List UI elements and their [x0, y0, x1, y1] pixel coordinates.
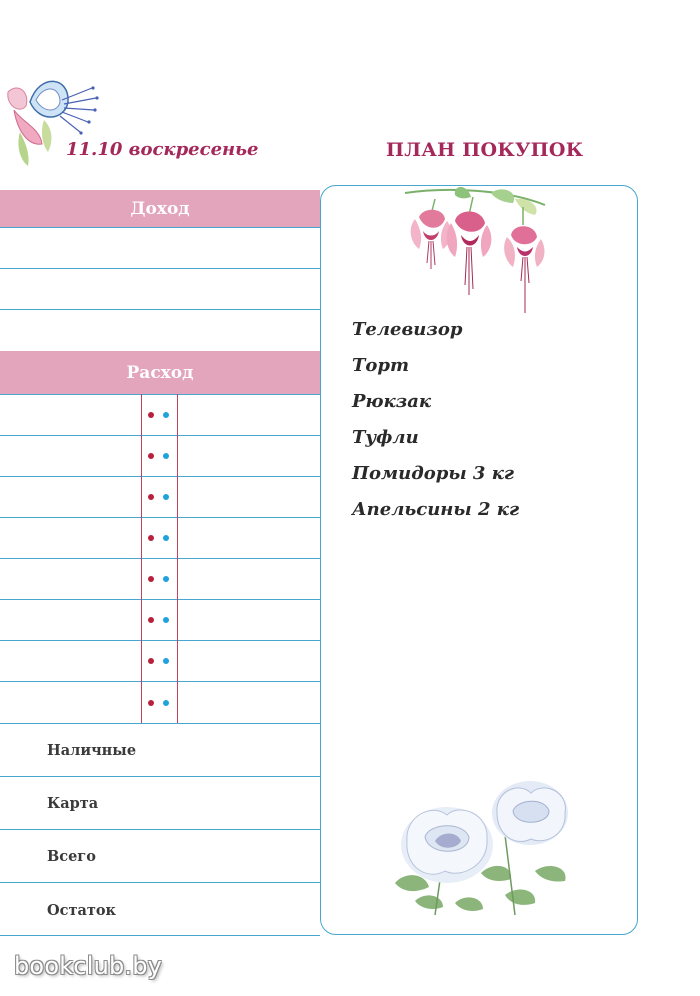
income-line[interactable]: [0, 309, 320, 310]
card-marker-dot: [163, 412, 169, 418]
expense-row-line[interactable]: [0, 681, 320, 682]
card-marker-dot: [163, 494, 169, 500]
fuchsia-flowers-illustration: [395, 185, 555, 320]
card-marker-dot: [163, 700, 169, 706]
total-label: Всего: [47, 848, 96, 865]
expense-row-line[interactable]: [0, 723, 320, 724]
income-line[interactable]: [0, 227, 320, 228]
payment-type-marker[interactable]: [146, 453, 174, 461]
expense-row-line[interactable]: [0, 640, 320, 641]
watermark: bookclub.by: [14, 952, 163, 980]
card-marker-dot: [163, 453, 169, 459]
totals-line[interactable]: [0, 935, 320, 936]
income-title: Доход: [130, 198, 190, 219]
white-flowers-illustration: [385, 775, 585, 925]
cash-marker-dot: [148, 617, 154, 623]
expense-column-divider-right: [177, 394, 178, 723]
totals-line[interactable]: [0, 776, 320, 777]
expense-row-line[interactable]: [0, 435, 320, 436]
income-header: [0, 190, 320, 227]
shopping-item: Телевизор: [352, 319, 463, 340]
cash-marker-dot: [148, 412, 154, 418]
date-label: 11.10 воскресенье: [66, 139, 259, 160]
card-marker-dot: [163, 658, 169, 664]
cash-marker-dot: [148, 576, 154, 582]
remainder-label: Остаток: [47, 902, 116, 919]
shopping-item: Торт: [352, 355, 410, 376]
shopping-item: Туфли: [352, 427, 419, 448]
expense-row-line[interactable]: [0, 476, 320, 477]
shopping-item: Апельсины 2 кг: [352, 499, 520, 520]
expense-column-divider-left: [141, 394, 142, 723]
cash-marker-dot: [148, 494, 154, 500]
expense-header: [0, 351, 320, 394]
totals-line[interactable]: [0, 882, 320, 883]
cash-marker-dot: [148, 453, 154, 459]
card-marker-dot: [163, 535, 169, 541]
payment-type-marker[interactable]: [146, 700, 174, 708]
cash-marker-dot: [148, 535, 154, 541]
income-line[interactable]: [0, 268, 320, 269]
shopping-item: Рюкзак: [352, 391, 432, 412]
payment-type-marker[interactable]: [146, 617, 174, 625]
totals-line[interactable]: [0, 829, 320, 830]
card-marker-dot: [163, 617, 169, 623]
card-marker-dot: [163, 576, 169, 582]
expense-title: Расход: [126, 362, 194, 383]
shopping-item: Помидоры 3 кг: [352, 463, 514, 484]
expense-row-line[interactable]: [0, 599, 320, 600]
payment-type-marker[interactable]: [146, 535, 174, 543]
cash-marker-dot: [148, 658, 154, 664]
payment-type-marker[interactable]: [146, 412, 174, 420]
expense-row-line[interactable]: [0, 558, 320, 559]
card-label: Карта: [47, 795, 99, 812]
cash-marker-dot: [148, 700, 154, 706]
payment-type-marker[interactable]: [146, 494, 174, 502]
expense-row-line[interactable]: [0, 517, 320, 518]
expense-row-line[interactable]: [0, 394, 320, 395]
cash-label: Наличные: [47, 742, 137, 759]
shopping-plan-title: ПЛАН ПОКУПОК: [386, 139, 584, 161]
payment-type-marker[interactable]: [146, 658, 174, 666]
payment-type-marker[interactable]: [146, 576, 174, 584]
